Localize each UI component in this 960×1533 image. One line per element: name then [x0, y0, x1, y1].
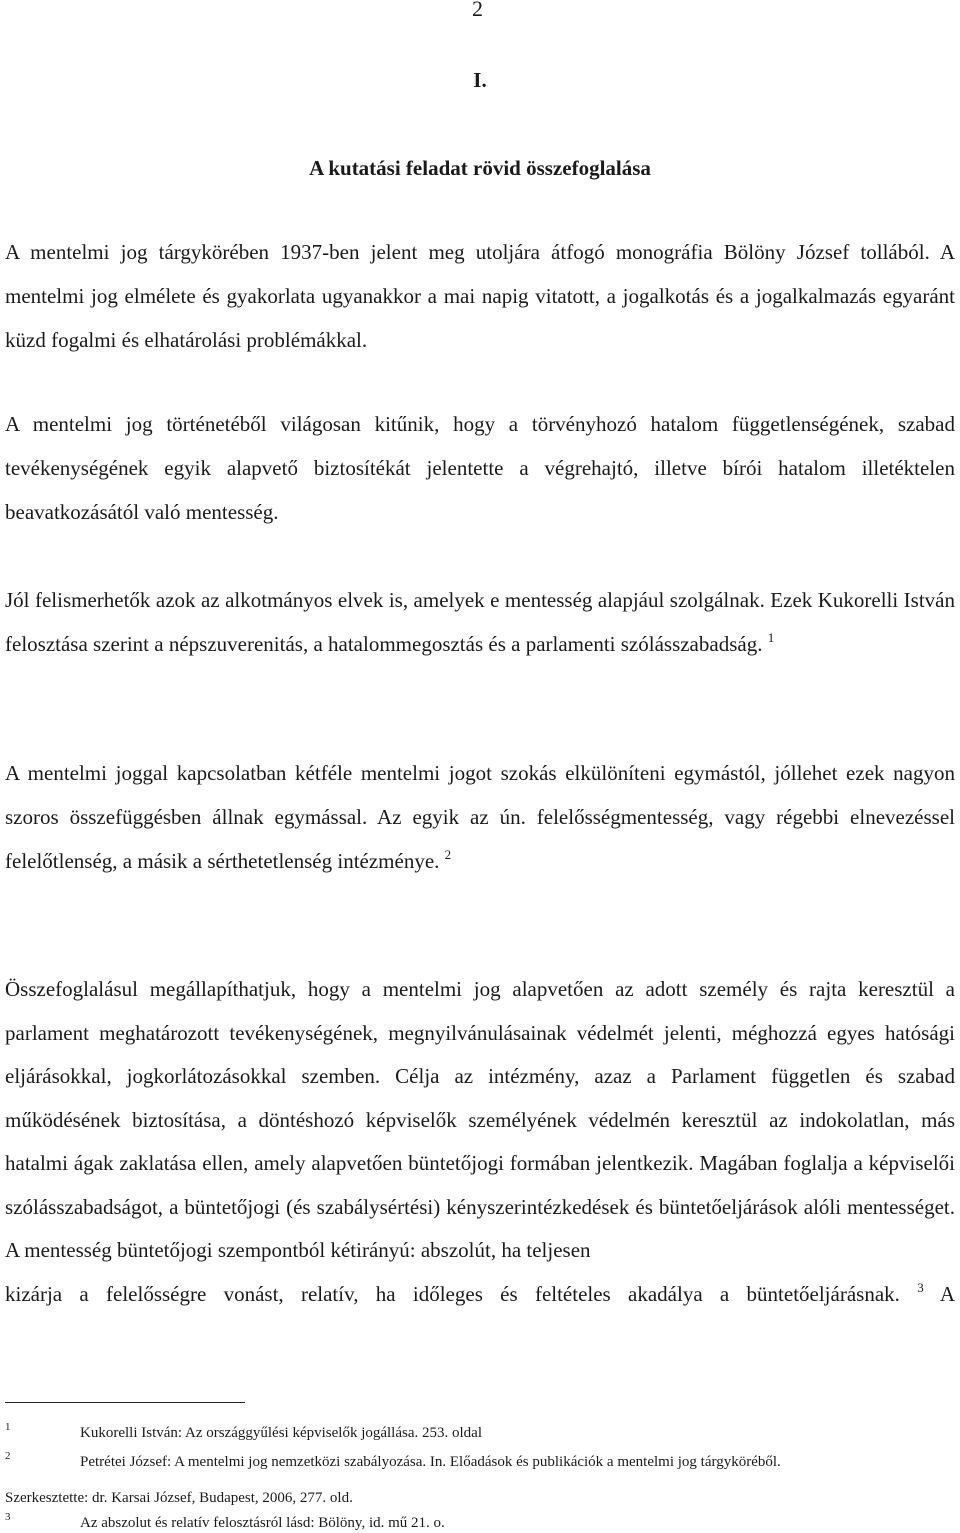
- paragraph-4: [5, 751, 955, 883]
- paragraph-1-text: A mentelmi jog tárgykörében 1937-ben jelent meg utoljára átfogó monográfia Bölöny József tollából. A mentelmi jog elmélete és gyakorlata ugyanakkor a mai napig vitatott, a jogalkotás és a jogalkalmazás egyaránt küzd fogalmi és elhatárolási problémákkal.: [5, 240, 955, 352]
- paragraph-2: [5, 402, 955, 534]
- footnote-ref-2: 2: [444, 847, 452, 862]
- paragraph-2-text: A mentelmi jog történetéből világosan kitűnik, hogy a törvényhozó hatalom függetlenségének, szabad tevékenységének egyik alapvető biztosítékát jelentette a végrehajtó, illetve bírói hatalom illetéktelen beavatkozásától való mentesség.: [5, 412, 955, 524]
- paragraph-5-tail: A: [939, 1281, 956, 1306]
- section-heading: A kutatási feladat rövid összefoglalása: [309, 156, 651, 180]
- paragraph-1: [5, 230, 955, 362]
- footnote-1-text: Kukorelli István: Az országgyűlési képviselők jogállása. 253. oldal: [80, 1425, 482, 1441]
- footnote-1: [5, 1421, 955, 1442]
- paragraph-5: [5, 968, 955, 1316]
- paragraph-5-last-text: kizárja a felelősségre vonást, relatív, ha időleges és feltételes akadálya a büntetőeljárásnak.: [5, 1281, 900, 1306]
- footnote-ref-3: 3: [917, 1279, 924, 1295]
- paragraph-5-last-line: [5, 1273, 955, 1317]
- paragraph-5-text: Összefoglalásul megállapíthatjuk, hogy a mentelmi jog alapvetően az adott személy és rajta keresztül a parlament meghatározott tevékenységének, megnyilvánulásainak védelmét jelenti, méghozzá egyes hatósági eljárásokkal, jogkorlátozásokkal szemben. Célja az intézmény, azaz a Parlament független és szabad működésének biztosítása, a döntéshozó képviselők személyének védelmén keresztül az indokolatlan, más hatalmi ágak zaklatása ellen, amely alapvetően büntetőjogi formában jelentkezik. Magában foglalja a képviselői szólásszabadságot, a büntetőjogi (és szabálysértési) kényszerintézkedések és büntetőeljárások alóli mentességet. A mentesség büntetőjogi szempontból kétirányú: abszolút, ha teljesen: [5, 977, 955, 1262]
- paragraph-4-text: A mentelmi joggal kapcsolatban kétféle mentelmi jogot szokás elkülöníteni egymástól, jóllehet ezek nagyon szoros összefüggésben állnak egymással. Az egyik az ún. felelősségmentesség, vagy régebbi elnevezéssel felelőtlenség, a másik a sérthetetlenség intézménye.: [5, 761, 955, 873]
- footnote-2-text: Petrétei József: A mentelmi jog nemzetközi szabályozása. In. Előadások és publikációk a mentelmi jog tárgyköréből.: [80, 1454, 781, 1470]
- footnote-2-continuation: Szerkesztette: dr. Karsai József, Budapest, 2006, 277. old.: [5, 1490, 353, 1506]
- footnote-3-mark: 3: [5, 1511, 11, 1523]
- footnote-separator: [5, 1402, 245, 1403]
- chapter-number: I.: [473, 68, 487, 92]
- footnote-3: [5, 1511, 955, 1532]
- paragraph-3-text: Jól felismerhetők azok az alkotmányos elvek is, amelyek e mentesség alapjául szolgálnak. Ezek Kukorelli István felosztása szerint a népszuverenitás, a hatalommegosztás és a parlamenti szólásszabadság.: [5, 588, 955, 656]
- footnote-3-text: Az abszolut és relatív felosztásról lásd: Bölöny, id. mű 21. o.: [80, 1515, 445, 1531]
- footnote-1-mark: 1: [5, 1421, 11, 1433]
- footnote-2: [5, 1450, 955, 1507]
- paragraph-3: [5, 578, 955, 666]
- footnote-2-mark: 2: [5, 1450, 11, 1462]
- footnote-ref-1: 1: [767, 630, 775, 645]
- page-number: 2: [472, 0, 483, 21]
